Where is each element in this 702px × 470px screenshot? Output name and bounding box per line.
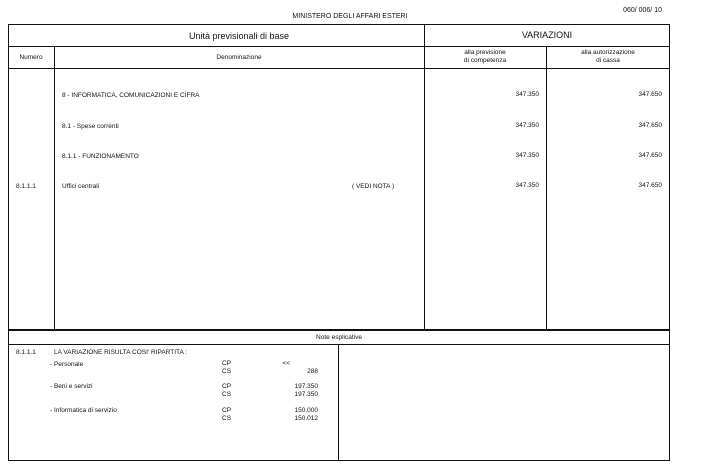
row-competenza: 347.350 bbox=[515, 152, 539, 159]
row-cassa: 347.650 bbox=[638, 91, 662, 98]
row-denominazione: 8.1 - Spese correnti bbox=[62, 123, 119, 130]
note-item-cs-tag: CS bbox=[222, 415, 232, 422]
note-item-cp-tag: CP bbox=[222, 360, 232, 367]
col-header-cassa-line1: alla autorizzazione bbox=[581, 49, 635, 56]
col-header-competenza-line2: di competenza bbox=[463, 57, 507, 64]
main-table bbox=[8, 24, 670, 330]
col-header-numero: Numero bbox=[19, 54, 43, 61]
col-header-denominazione: Denominazione bbox=[216, 54, 262, 61]
col-header-cassa-line2: di cassa bbox=[596, 57, 620, 64]
col-divider-competenza bbox=[546, 46, 547, 330]
note-item-cp-tag: CP bbox=[222, 407, 232, 414]
note-item-cs-value: 197.350 bbox=[294, 391, 318, 398]
note-item-cp-value: 150.000 bbox=[294, 407, 318, 414]
row-competenza: 347.350 bbox=[515, 91, 539, 98]
row-numero: 8.1.1.1 bbox=[16, 183, 36, 190]
col-divider-denominazione bbox=[424, 24, 425, 330]
notes-heading: LA VARIAZIONE RISULTA COSI' RIPARTITA : bbox=[54, 349, 188, 356]
group-header-variazioni: VARIAZIONI bbox=[521, 30, 573, 40]
row-competenza: 347.350 bbox=[515, 182, 539, 189]
page-code: 060/ 006/ 10 bbox=[623, 7, 662, 14]
row-cassa: 347.650 bbox=[638, 152, 662, 159]
header-divider-1 bbox=[8, 46, 670, 47]
ministry-title: MINISTERO DEGLI AFFARI ESTERI bbox=[292, 13, 408, 20]
notes-title-divider bbox=[8, 344, 670, 345]
note-item-cs-value: 288 bbox=[307, 368, 318, 375]
notes-title: Note esplicative bbox=[316, 334, 362, 341]
note-item-label: - Personale bbox=[50, 361, 84, 368]
row-competenza: 347.350 bbox=[515, 122, 539, 129]
note-item-cp-value: 197.350 bbox=[294, 383, 318, 390]
note-item-label: - Informatica di servizio bbox=[50, 407, 117, 414]
row-nota-reference: ( VEDI NOTA ) bbox=[352, 183, 395, 190]
notes-code: 8.1.1.1 bbox=[16, 349, 36, 356]
col-header-competenza-line1: alla previsione bbox=[464, 49, 506, 56]
col-divider-numero bbox=[54, 46, 55, 330]
row-denominazione: Uffici centrali bbox=[62, 183, 100, 190]
note-item-cs-value: 150.012 bbox=[294, 415, 318, 422]
header-divider-2 bbox=[8, 68, 670, 69]
row-denominazione: 8 - INFORMATICA, COMUNICAZIONI E CIFRA bbox=[62, 92, 200, 99]
notes-column-divider bbox=[338, 344, 339, 461]
note-item-cp-tag: CP bbox=[222, 383, 232, 390]
note-item-label: - Beni e servizi bbox=[50, 383, 93, 390]
note-item-cp-value: << bbox=[282, 360, 290, 367]
row-cassa: 347.650 bbox=[638, 182, 662, 189]
note-item-cs-tag: CS bbox=[222, 368, 232, 375]
row-cassa: 347.650 bbox=[638, 122, 662, 129]
row-denominazione: 8.1.1 - FUNZIONAMENTO bbox=[62, 153, 139, 160]
note-item-cs-tag: CS bbox=[222, 391, 232, 398]
group-header-upb: Unità previsionali di base bbox=[188, 31, 290, 41]
